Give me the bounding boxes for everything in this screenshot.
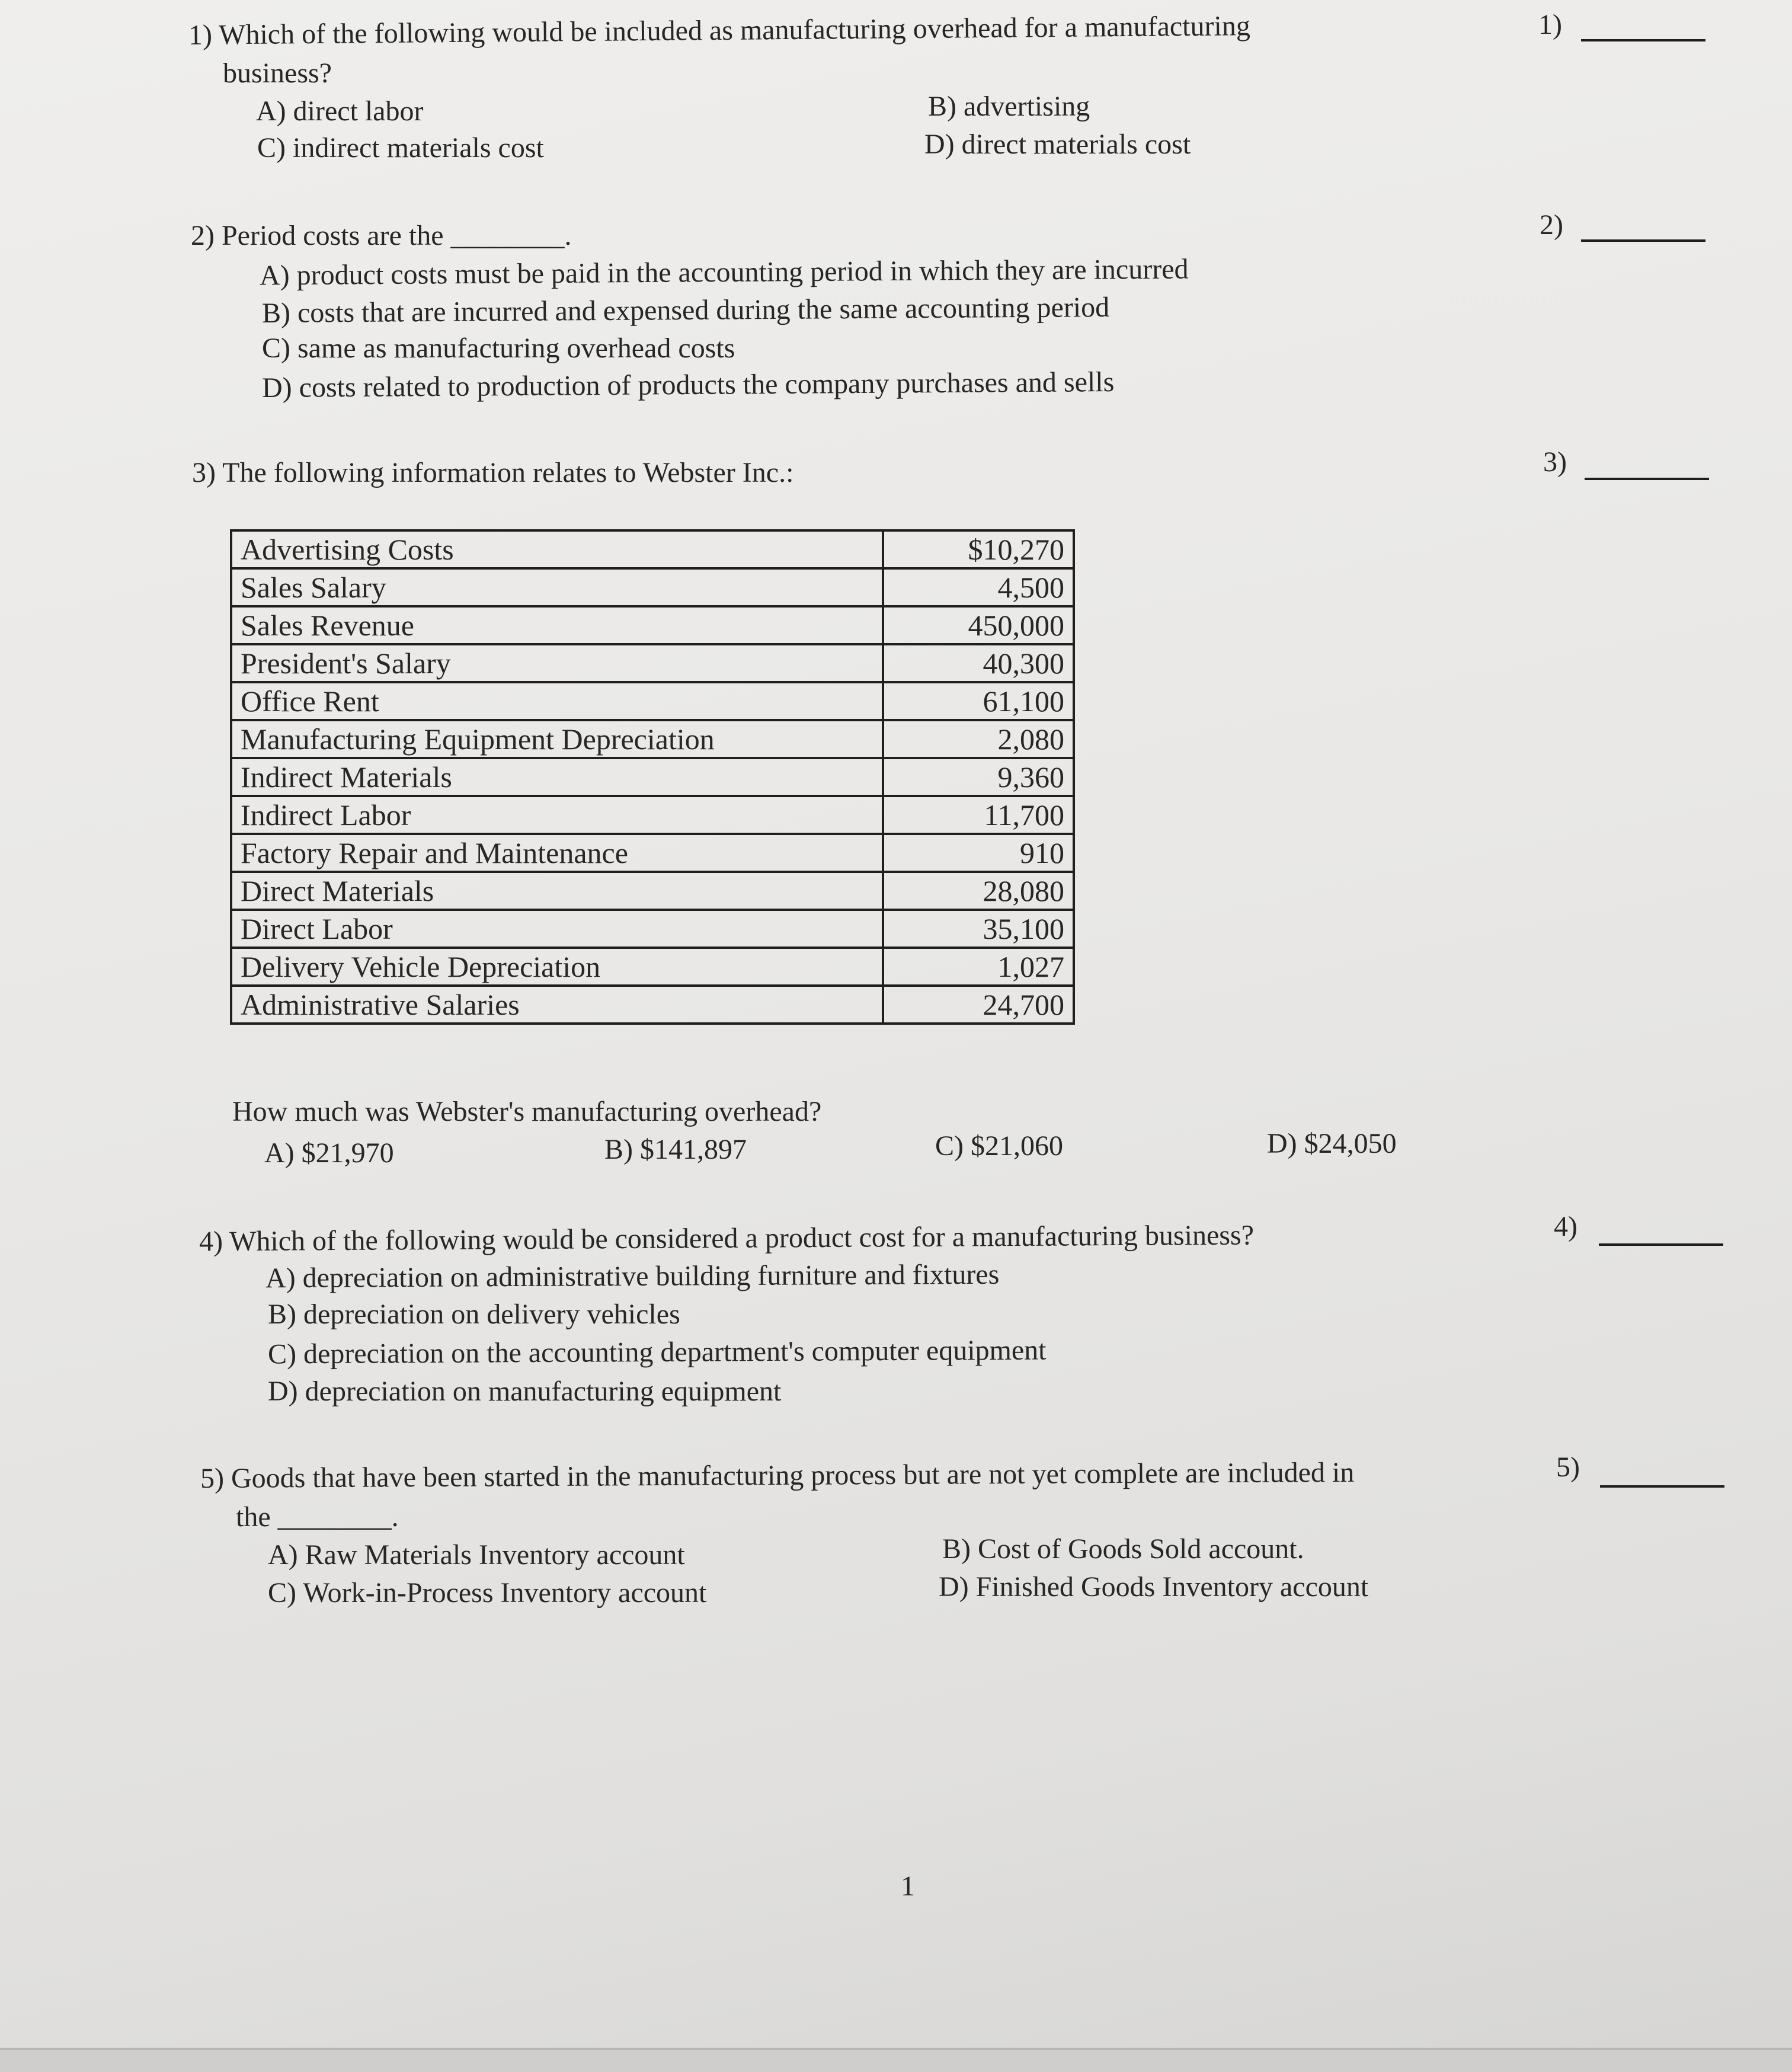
question-5-stem-line-1: 5) Goods that have been started in the manufacturing process but are not yet complete are included in [200, 1456, 1355, 1495]
cost-amount: 40,300 [883, 644, 1074, 682]
table-row [231, 758, 1074, 796]
question-5-option-b: B) Cost of Goods Sold account. [942, 1533, 1304, 1565]
question-4-option-b: B) depreciation on delivery vehicles [268, 1299, 680, 1330]
question-3-stem: 3) The following information relates to Webster Inc.: [192, 457, 794, 488]
table-row [231, 948, 1074, 986]
question-4-option-a: A) depreciation on administrative building furniture and fixtures [265, 1258, 1000, 1294]
question-5-stem-line-2: the ________. [236, 1501, 399, 1533]
webster-cost-table [230, 529, 1075, 1025]
cost-amount: 450,000 [883, 606, 1074, 644]
question-5-answer-blank[interactable] [1600, 1485, 1724, 1488]
question-1-answer-blank[interactable] [1581, 39, 1705, 41]
question-3-prompt: How much was Webster's manufacturing overhead? [232, 1096, 822, 1127]
question-2-option-a: A) product costs must be paid in the accounting period in which they are incurred [259, 253, 1189, 292]
cost-amount: 11,700 [883, 796, 1074, 834]
cost-amount: 1,027 [883, 948, 1074, 986]
question-4-answer-blank[interactable] [1599, 1243, 1723, 1246]
cost-item: Indirect Labor [231, 796, 883, 834]
table-row [231, 872, 1074, 910]
cost-item: Office Rent [231, 682, 883, 720]
cost-item: Delivery Vehicle Depreciation [231, 948, 883, 986]
question-5-option-c: C) Work-in-Process Inventory account [268, 1577, 707, 1609]
question-2-option-b: B) costs that are incurred and expensed during the same accounting period [261, 292, 1110, 329]
question-1-option-a: A) direct labor [256, 95, 424, 127]
question-2-option-c: C) same as manufacturing overhead costs [262, 332, 735, 364]
cost-amount: 35,100 [883, 910, 1074, 948]
question-1-number: 1) [1538, 9, 1562, 40]
table-row [231, 568, 1074, 606]
cost-item: Direct Materials [231, 872, 883, 910]
cost-item: Direct Labor [231, 910, 883, 948]
table-row [231, 644, 1074, 682]
question-1-option-c: C) indirect materials cost [257, 132, 544, 164]
page-number: 1 [901, 1870, 915, 1902]
cost-amount: 24,700 [883, 986, 1074, 1024]
question-3-option-c: C) $21,060 [935, 1130, 1063, 1162]
question-4-stem: 4) Which of the following would be considered a product cost for a manufacturing business? [199, 1219, 1255, 1258]
cost-amount: 910 [883, 834, 1074, 872]
cost-amount: 4,500 [883, 568, 1074, 606]
question-3-option-a: A) $21,970 [264, 1137, 394, 1169]
table-row [231, 796, 1074, 834]
question-4-number: 4) [1554, 1211, 1577, 1242]
question-5-number: 5) [1556, 1451, 1580, 1483]
cost-item: President's Salary [231, 644, 883, 682]
cost-amount: 28,080 [883, 872, 1074, 910]
table-row [231, 910, 1074, 948]
table-row [231, 986, 1074, 1024]
question-2-option-d: D) costs related to production of products the company purchases and sells [261, 366, 1115, 404]
desk-edge [0, 2048, 1792, 2072]
question-2-number: 2) [1540, 209, 1563, 241]
question-3-answer-blank[interactable] [1585, 478, 1709, 480]
question-4-option-d: D) depreciation on manufacturing equipment [268, 1376, 782, 1407]
cost-item: Factory Repair and Maintenance [231, 834, 883, 872]
cost-amount: $10,270 [883, 530, 1074, 568]
question-1-option-d: D) direct materials cost [924, 129, 1191, 160]
cost-amount: 9,360 [883, 758, 1074, 796]
cost-amount: 61,100 [883, 682, 1074, 720]
cost-item: Sales Salary [231, 568, 883, 606]
cost-item: Indirect Materials [231, 758, 883, 796]
question-1-stem-line-2: business? [223, 57, 332, 89]
question-3-number: 3) [1543, 446, 1567, 478]
question-5-option-d: D) Finished Goods Inventory account [939, 1571, 1369, 1603]
question-5-option-a: A) Raw Materials Inventory account [268, 1539, 685, 1571]
table-row [231, 682, 1074, 720]
question-4-option-c: C) depreciation on the accounting department's computer equipment [267, 1334, 1047, 1370]
table-row [231, 530, 1074, 568]
cost-item: Manufacturing Equipment Depreciation [231, 720, 883, 758]
question-2-answer-blank[interactable] [1581, 239, 1705, 242]
question-2-stem: 2) Period costs are the ________. [191, 220, 572, 251]
question-1-stem-line-1: 1) Which of the following would be included as manufacturing overhead for a manufacturing [188, 10, 1251, 51]
table-row [231, 834, 1074, 872]
cost-amount: 2,080 [883, 720, 1074, 758]
cost-item: Advertising Costs [231, 530, 883, 568]
question-1-option-b: B) advertising [928, 91, 1090, 122]
table-row [231, 606, 1074, 644]
question-3-option-d: D) $24,050 [1267, 1128, 1397, 1159]
table-row [231, 720, 1074, 758]
cost-item: Sales Revenue [231, 606, 883, 644]
cost-item: Administrative Salaries [231, 986, 883, 1024]
question-3-option-b: B) $141,897 [604, 1134, 747, 1165]
